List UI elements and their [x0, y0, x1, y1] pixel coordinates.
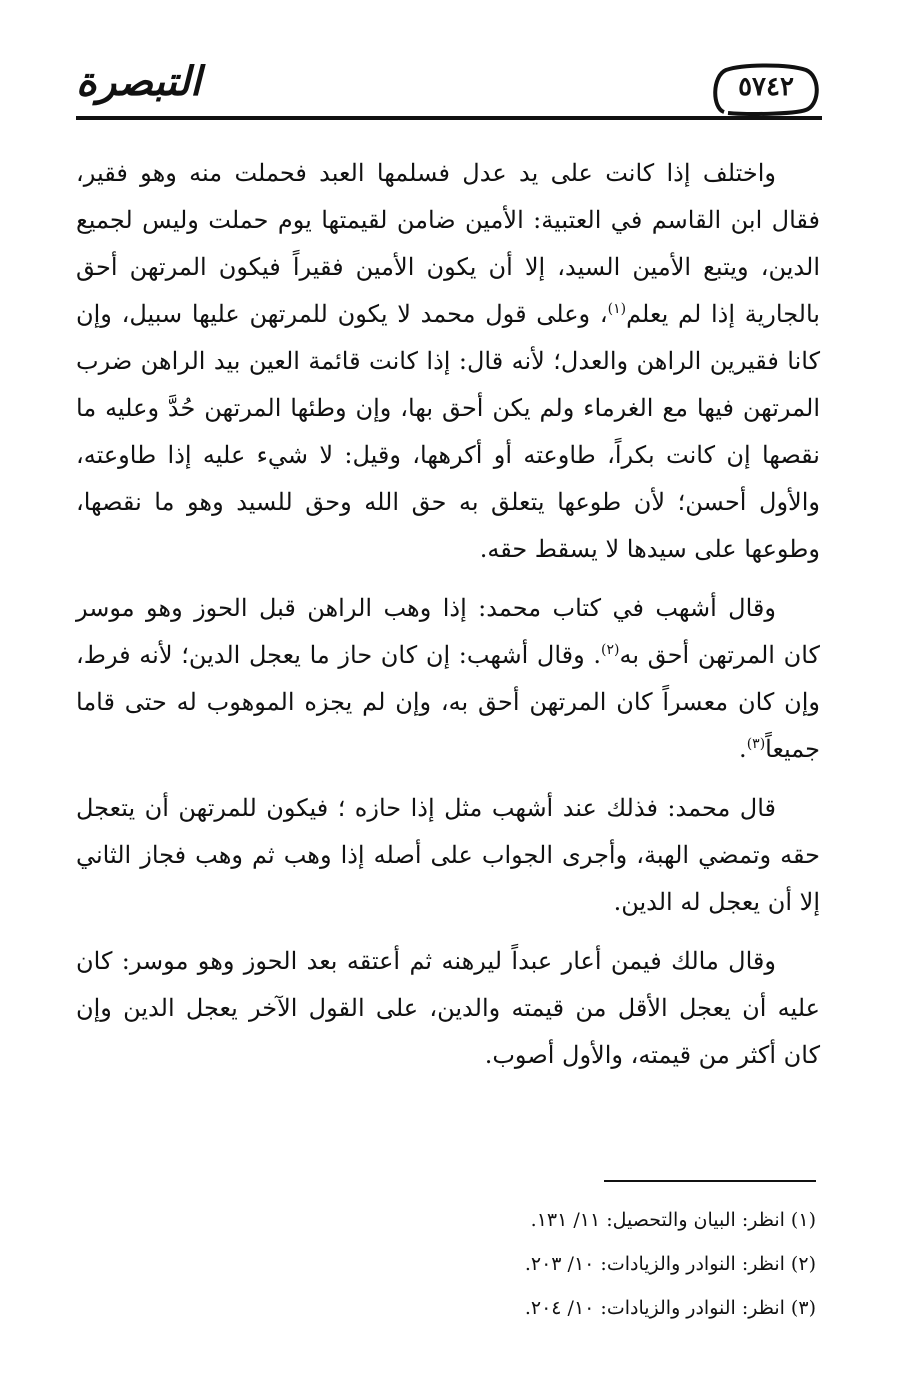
- paragraph-2: [76, 585, 820, 773]
- paragraph-text: ، وعلى قول محمد لا يكون للمرتهن عليها سبيل، وإن كانا فقيرين الراهن والعدل؛ لأنه قال: إذا كانت قائمة العين بيد الراهن ضرب المرتهن فيها مع الغرماء ولم يكن أحق بها، وإن وطئها المرتهن حُدَّ وعليه ما نقصها إن كانت بكراً، طاوعته أو أكرهها، وقيل: لا شيء عليه إذا طاوعته، والأول أحسن؛ لأن طوعها يتعلق به حق الله وحق للسيد وهو ما نقصها، وطوعها على سيدها لا يسقط حقه.: [76, 300, 820, 563]
- paragraph-text: وقال أشهب في كتاب محمد: إذا وهب الراهن قبل الحوز وهو موسر كان المرتهن أحق به: [76, 594, 820, 669]
- paragraph-4: [76, 938, 820, 1079]
- book-title: التبصرة: [76, 58, 202, 105]
- paragraph-text: . وقال أشهب: إن كان حاز ما يعجل الدين؛ لأنه فرط، وإن كان معسراً كان المرتهن أحق به، وإن لم يجزه الموهوب له حتى قاما جميعاً: [76, 641, 820, 763]
- page-header: [76, 50, 822, 124]
- paragraph-text: واختلف إذا كانت على يد عدل فسلمها العبد فحملت منه وهو فقير، فقال ابن القاسم في العتبية: الأمين ضامن لقيمتها يوم حملت وليس لجميع الدين، ويتبع الأمين السيد، إلا أن يكون الأمين فقيراً فيكون المرتهن أحق بالجارية إذا لم يعلم: [76, 159, 820, 328]
- footnote-ref-2: (٢): [601, 642, 620, 658]
- footnote-3: (٣) انظر: النوادر والزيادات: ١٠/ ٢٠٤.: [524, 1297, 816, 1319]
- paragraph-text: وقال مالك فيمن أعار عبداً ليرهنه ثم أعتقه بعد الحوز وهو موسر: كان عليه أن يعجل الأقل من قيمته والدين، على القول الآخر يعجل الدين وإن كان أكثر من قيمته، والأول أصوب.: [76, 947, 820, 1069]
- paragraph-1: [76, 150, 820, 573]
- footnote-separator: [604, 1180, 816, 1182]
- main-text: [76, 150, 820, 1091]
- page-number-badge: [710, 62, 822, 116]
- paragraph-text: قال محمد: فذلك عند أشهب مثل إذا حازه ؛ فيكون للمرتهن أن يتعجل حقه وتمضي الهبة، وأجرى الجواب على أصله إذا وهب ثم وهب فجاز الثاني إلا أن يعجل له الدين.: [76, 794, 820, 916]
- footnote-ref-1: (١): [607, 301, 627, 317]
- footnote-1: (١) انظر: البيان والتحصيل: ١١/ ١٣١.: [530, 1209, 816, 1231]
- footnote-2: (٢) انظر: النوادر والزيادات: ١٠/ ٢٠٣.: [524, 1253, 816, 1275]
- footnote-ref-3: (٣): [746, 736, 766, 752]
- footnotes: [316, 1198, 816, 1330]
- paragraph-text: .: [739, 735, 747, 763]
- header-rule: [76, 116, 822, 120]
- page-number: ٥٧٤٢: [738, 72, 794, 102]
- paragraph-3: [76, 785, 820, 926]
